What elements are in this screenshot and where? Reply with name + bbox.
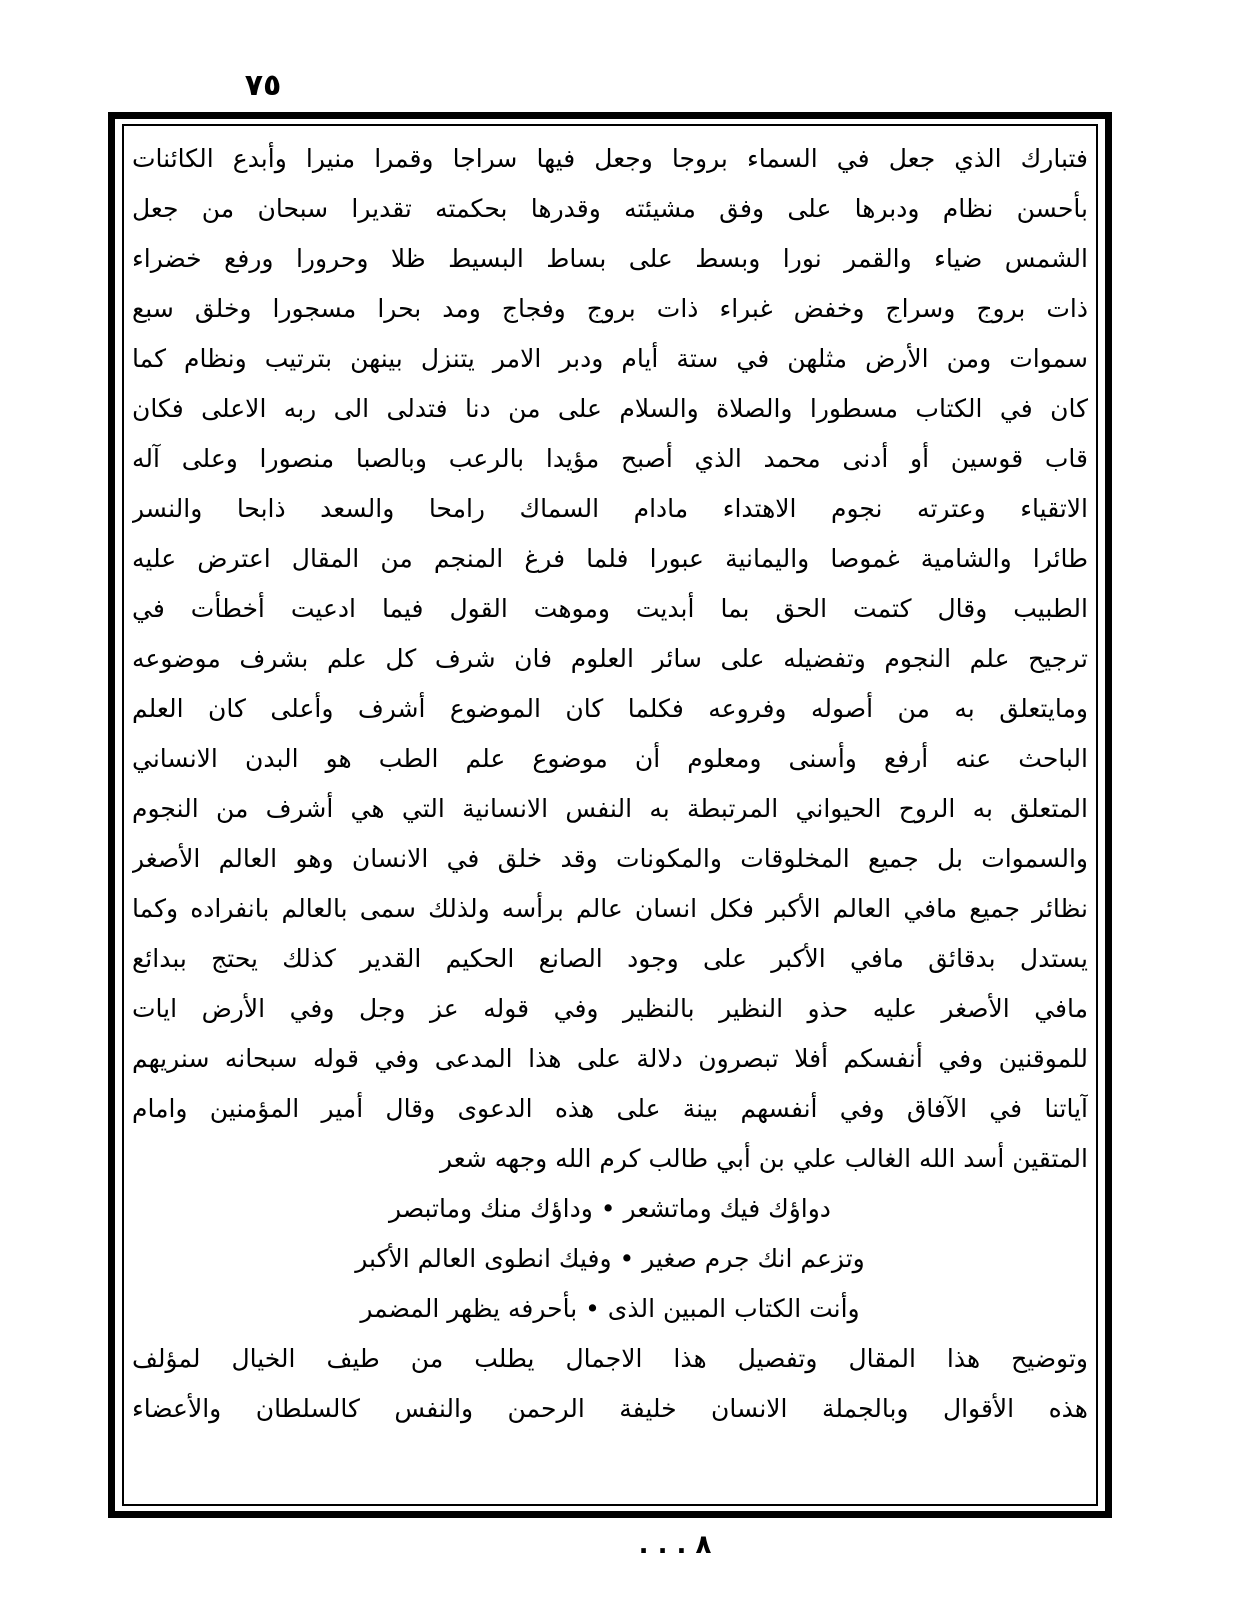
poem-verse: وأنت الكتاب المبين الذى • بأحرفه يظهر المضمر xyxy=(360,1294,860,1323)
text-line: هذه الأقوال وبالجملة الانسان خليفة الرحمن والنفس كالسلطان والأعضاء xyxy=(132,1394,1088,1423)
text-line: آياتنا في الآفاق وفي أنفسهم بينة على هذه الدعوى وقال أمير المؤمنين وامام xyxy=(132,1094,1088,1123)
text-line: كان في الكتاب مسطورا والصلاة والسلام على من دنا فتدلى الى ربه الاعلى فكان xyxy=(132,394,1088,423)
page-number: ٧٥ xyxy=(244,68,282,103)
signature-mark: ٨ . . . xyxy=(638,1530,712,1560)
text-line: المتعلق به الروح الحيواني المرتبطة به النفس الانسانية التي هي أشرف من النجوم xyxy=(132,794,1088,823)
text-line: الطبيب وقال كتمت الحق بما أبديت وموهت القول فيما ادعيت أخطأت في xyxy=(132,594,1088,623)
text-line: نظائر جميع مافي العالم الأكبر فكل انسان عالم برأسه ولذلك سمى بالعالم بانفراده وكما xyxy=(132,894,1088,923)
text-line: ومايتعلق به من أصوله وفروعه فكلما كان الموضوع أشرف وأعلى كان العلم xyxy=(132,694,1088,723)
poem-verse: وتزعم انك جرم صغير • وفيك انطوى العالم الأكبر xyxy=(355,1244,865,1273)
text-line: قاب قوسين أو أدنى محمد الذي أصبح مؤيدا بالرعب وبالصبا منصورا وعلى آله xyxy=(132,444,1088,473)
text-line: الاتقياء وعترته نجوم الاهتداء مادام السماك رامحا والسعد ذابحا والنسر xyxy=(132,494,1088,523)
text-line: ترجيح علم النجوم وتفضيله على سائر العلوم فان شرف كل علم بشرف موضوعه xyxy=(132,644,1088,673)
text-line: الباحث عنه أرفع وأسنى ومعلوم أن موضوع علم الطب هو البدن الانساني xyxy=(132,744,1088,773)
text-line: سموات ومن الأرض مثلهن في ستة أيام ودبر الامر يتنزل بينهن بترتيب ونظام كما xyxy=(132,344,1088,373)
text-line: والسموات بل جميع المخلوقات والمكونات وقد خلق في الانسان وهو العالم الأصغر xyxy=(132,844,1088,873)
text-line: الشمس ضياء والقمر نورا وبسط على بساط البسيط ظلا وحرورا ورفع خضراء xyxy=(132,244,1088,273)
text-line: ذات بروج وسراج وخفض غبراء ذات بروج وفجاج ومد بحرا مسجورا وخلق سبع xyxy=(132,294,1088,323)
page-body xyxy=(132,134,1088,1500)
text-line: وتوضيح هذا المقال وتفصيل هذا الاجمال يطلب من طيف الخيال لمؤلف xyxy=(132,1344,1088,1373)
text-line: طائرا والشامية غموصا واليمانية عبورا فلما فرغ المنجم من المقال اعترض عليه xyxy=(132,544,1088,573)
text-line: المتقين أسد الله الغالب علي بن أبي طالب كرم الله وجهه شعر xyxy=(440,1144,1088,1173)
text-line: فتبارك الذي جعل في السماء بروجا وجعل فيها سراجا وقمرا منيرا وأبدع الكائنات xyxy=(132,144,1088,173)
text-line: للموقنين وفي أنفسكم أفلا تبصرون دلالة على هذا المدعى وفي قوله سبحانه سنريهم xyxy=(132,1044,1088,1073)
poem-verse: دواؤك فيك وماتشعر • وداؤك منك وماتبصر xyxy=(389,1194,831,1223)
text-line: مافي الأصغر عليه حذو النظير بالنظير وفي قوله عز وجل وفي الأرض ايات xyxy=(132,994,1088,1023)
text-line: يستدل بدقائق مافي الأكبر على وجود الصانع الحكيم القدير كذلك يحتج ببدائع xyxy=(132,944,1088,973)
text-line: بأحسن نظام ودبرها على وفق مشيئته وقدرها بحكمته تقديرا سبحان من جعل xyxy=(132,194,1088,223)
